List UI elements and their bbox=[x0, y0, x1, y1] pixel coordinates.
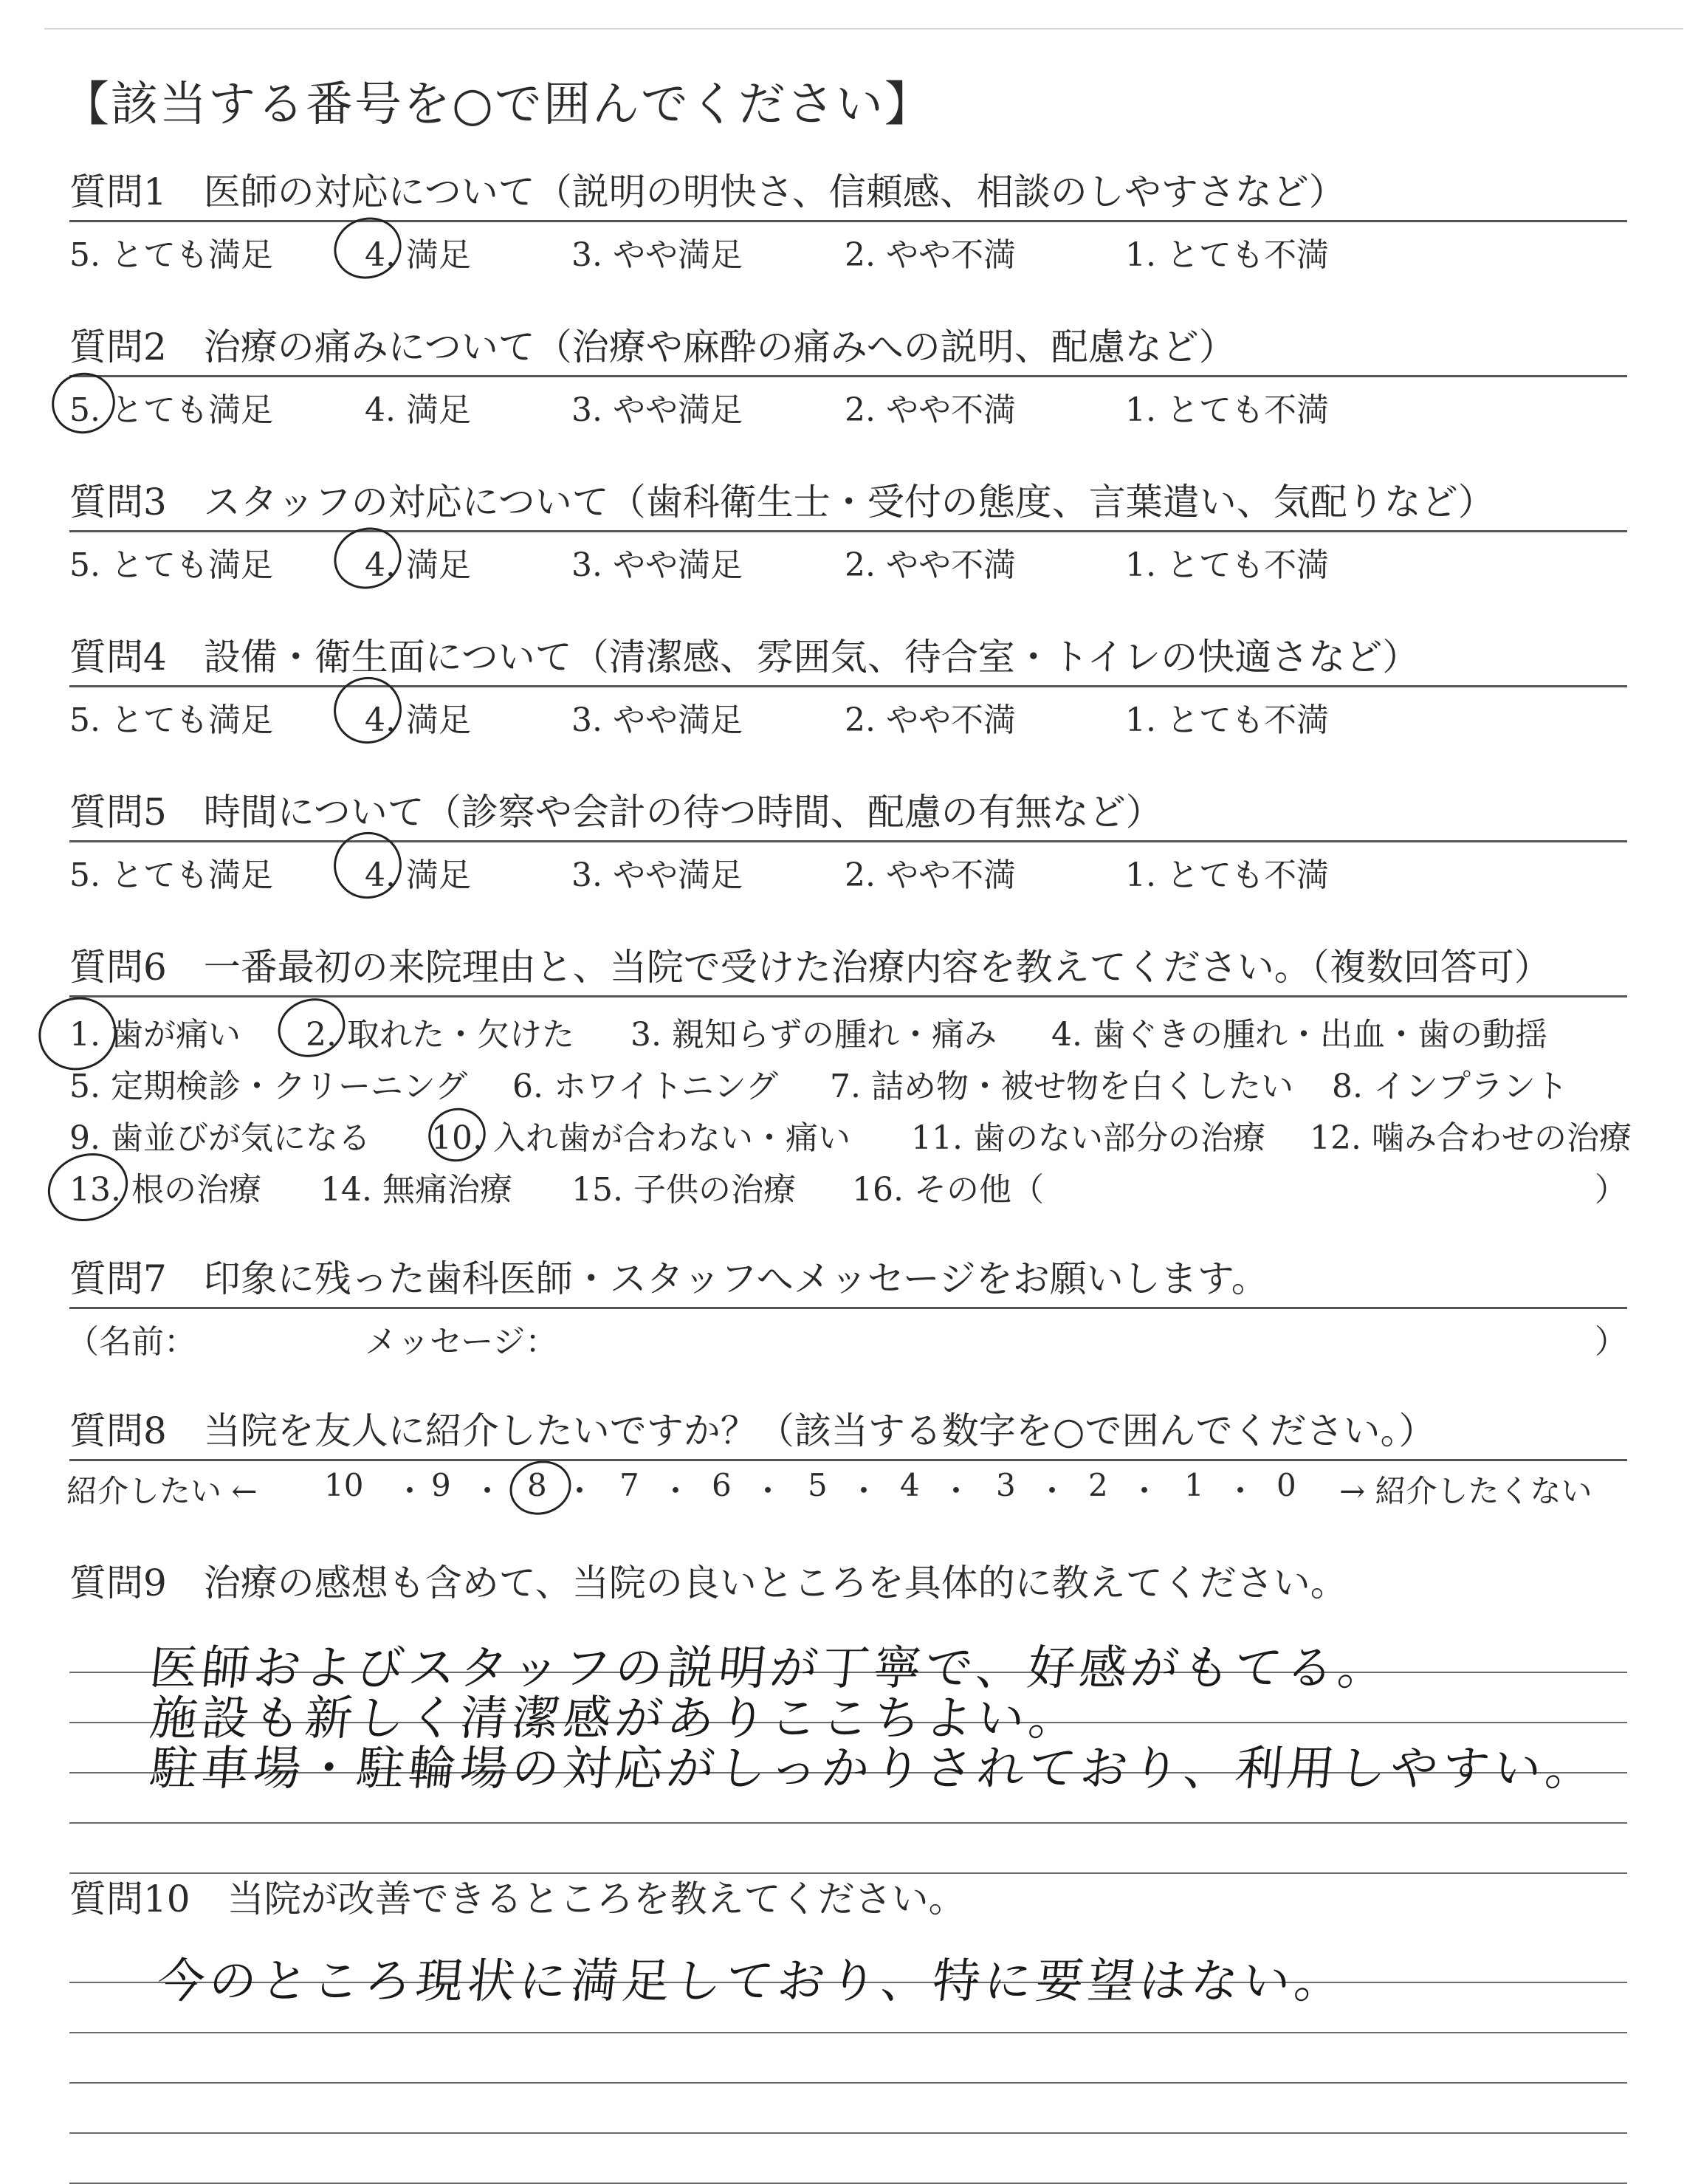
question-6 bbox=[69, 944, 1632, 1212]
question-title: 質問3 スタッフの対応について（歯科衛生士・受付の態度、言葉遣い、気配りなど） bbox=[69, 481, 1495, 523]
scale-value[interactable]: 6 bbox=[712, 1467, 732, 1503]
rating-option-1[interactable]: 1. とても不満 bbox=[1125, 391, 1329, 429]
rating-option-2[interactable]: 2. やや不満 bbox=[845, 856, 1016, 894]
question-title: 質問9 治療の感想も含めて、当院の良いところを具体的に教えてください。 bbox=[69, 1562, 1347, 1604]
scale-value[interactable]: 4 bbox=[900, 1467, 920, 1503]
treatment-option[interactable]: 15. 子供の治療 bbox=[571, 1171, 796, 1209]
rating-option-4[interactable]: 4. 満足 bbox=[365, 391, 471, 429]
left-label: 紹介したい ← bbox=[66, 1473, 258, 1509]
question-9 bbox=[69, 1559, 1627, 1796]
question-5 bbox=[69, 789, 1627, 894]
close-paren: ） bbox=[1595, 1323, 1627, 1361]
scale-separator: ・ bbox=[752, 1473, 784, 1509]
rating-option-5[interactable]: 5. とても満足 bbox=[69, 546, 273, 584]
rating-option-4[interactable]: 4. 満足 bbox=[365, 856, 471, 894]
treatment-option[interactable]: 7. 詰め物・被せ物を白くしたい bbox=[830, 1068, 1293, 1105]
scale-value[interactable]: 8 bbox=[527, 1467, 547, 1503]
treatment-option[interactable]: 14. 無痛治療 bbox=[320, 1171, 512, 1209]
message-row bbox=[66, 1309, 1627, 1361]
top-border bbox=[44, 28, 1683, 30]
rating-options bbox=[69, 687, 1627, 739]
question-10 bbox=[69, 1875, 1627, 2009]
rating-option-4[interactable]: 4. 満足 bbox=[365, 236, 471, 274]
scale-separator: ・ bbox=[941, 1473, 972, 1509]
question-1 bbox=[69, 168, 1627, 274]
rating-option-4[interactable]: 4. 満足 bbox=[365, 701, 471, 739]
rating-option-5[interactable]: 5. とても満足 bbox=[69, 856, 273, 894]
scale-separator: ・ bbox=[1037, 1473, 1068, 1509]
rating-option-1[interactable]: 1. とても不満 bbox=[1125, 546, 1329, 584]
question-title: 質問6 一番最初の来院理由と、当院で受けた治療内容を教えてください。（複数回答可） bbox=[69, 946, 1551, 989]
rating-options bbox=[69, 842, 1627, 894]
rating-option-1[interactable]: 1. とても不満 bbox=[1125, 856, 1329, 894]
name-label: （名前： bbox=[66, 1323, 196, 1361]
treatment-option[interactable]: 10. 入れ歯が合わない・痛い bbox=[431, 1119, 850, 1157]
treatment-option[interactable]: 4. 歯ぐきの腫れ・出血・歯の動揺 bbox=[1051, 1016, 1547, 1054]
rating-option-5[interactable]: 5. とても満足 bbox=[69, 701, 273, 739]
question-7 bbox=[66, 1255, 1627, 1361]
question-title: 質問7 印象に残った歯科医師・スタッフへメッセージをお願いします。 bbox=[69, 1257, 1268, 1300]
close-paren: ） bbox=[1595, 1171, 1627, 1209]
treatment-option[interactable]: 3. 親知らずの腫れ・痛み bbox=[630, 1016, 997, 1054]
treatment-option[interactable]: 1. 歯が痛い bbox=[69, 1016, 241, 1054]
answer-line bbox=[69, 2032, 1627, 2033]
question-title: 質問5 時間について（診察や会計の待つ時間、配慮の有無など） bbox=[69, 791, 1163, 834]
question-2 bbox=[69, 323, 1627, 429]
scale-value[interactable]: 9 bbox=[431, 1467, 451, 1503]
scale-separator: ・ bbox=[660, 1473, 692, 1509]
referral-scale bbox=[66, 1461, 1627, 1509]
scale-value[interactable]: 0 bbox=[1276, 1467, 1296, 1503]
scale-value[interactable]: 7 bbox=[619, 1467, 639, 1503]
rating-option-5[interactable]: 5. とても満足 bbox=[69, 236, 273, 274]
answer-line bbox=[69, 1822, 1627, 1824]
right-label: → 紹介したくない bbox=[1339, 1473, 1592, 1509]
treatment-option[interactable]: 11. 歯のない部分の治療 bbox=[911, 1119, 1265, 1157]
rating-option-4[interactable]: 4. 満足 bbox=[365, 546, 471, 584]
rating-option-3[interactable]: 3. やや満足 bbox=[571, 856, 743, 894]
treatment-option[interactable]: 13. 根の治療 bbox=[69, 1171, 261, 1209]
rating-option-5[interactable]: 5. とても満足 bbox=[69, 391, 273, 429]
question-4 bbox=[69, 633, 1627, 739]
treatment-option[interactable]: 6. ホワイトニング bbox=[512, 1068, 779, 1105]
question-8 bbox=[66, 1407, 1627, 1509]
scale-separator: ・ bbox=[848, 1473, 880, 1509]
question-title: 質問1 医師の対応について（説明の明快さ、信頼感、相談のしやすさなど） bbox=[69, 171, 1346, 213]
selection-circle bbox=[503, 1453, 578, 1522]
answer-line bbox=[69, 1872, 1627, 1874]
rating-options bbox=[69, 222, 1627, 274]
rating-option-1[interactable]: 1. とても不満 bbox=[1125, 701, 1329, 739]
rating-option-2[interactable]: 2. やや不満 bbox=[845, 701, 1016, 739]
scale-separator: ・ bbox=[394, 1473, 426, 1509]
treatment-option[interactable]: 12. 噛み合わせの治療 bbox=[1310, 1119, 1632, 1157]
rating-option-3[interactable]: 3. やや満足 bbox=[571, 236, 743, 274]
message-label: メッセージ： bbox=[365, 1323, 558, 1361]
handwritten-answer: 今のところ現状に満足しており、特に要望はない。 bbox=[154, 1954, 1350, 2009]
answer-line bbox=[69, 2132, 1627, 2134]
rating-options bbox=[69, 532, 1627, 584]
question-title: 質問2 治療の痛みについて（治療や麻酔の痛みへの説明、配慮など） bbox=[69, 326, 1236, 368]
answer-line bbox=[69, 2082, 1627, 2084]
rating-option-2[interactable]: 2. やや不満 bbox=[845, 236, 1016, 274]
question-title: 質問10 当院が改善できるところを教えてください。 bbox=[69, 1878, 966, 1920]
treatment-option[interactable]: 9. 歯並びが気になる bbox=[69, 1119, 371, 1157]
scale-separator: ・ bbox=[1129, 1473, 1161, 1509]
scale-value[interactable]: 5 bbox=[808, 1467, 828, 1503]
scale-value[interactable]: 1 bbox=[1184, 1467, 1204, 1503]
rating-option-3[interactable]: 3. やや満足 bbox=[571, 546, 743, 584]
rating-option-2[interactable]: 2. やや不満 bbox=[845, 391, 1016, 429]
handwritten-answer: 駐車場・駐輪場の対応がしっかりされており、利用しやすい。 bbox=[147, 1742, 1601, 1796]
question-title: 質問4 設備・衛生面について（清潔感、雰囲気、待合室・トイレの快適さなど） bbox=[69, 636, 1420, 679]
treatment-options bbox=[69, 997, 1632, 1212]
page-header: 【該当する番号を○で囲んでください】 bbox=[62, 78, 933, 132]
rating-options bbox=[69, 377, 1627, 429]
question-title: 質問8 当院を友人に紹介したいですか？（該当する数字を○で囲んでください。） bbox=[69, 1409, 1436, 1452]
treatment-option[interactable]: 16. その他（ bbox=[852, 1171, 1044, 1209]
rating-option-1[interactable]: 1. とても不満 bbox=[1125, 236, 1329, 274]
rating-option-3[interactable]: 3. やや満足 bbox=[571, 701, 743, 739]
rating-option-2[interactable]: 2. やや不満 bbox=[845, 546, 1016, 584]
rating-option-3[interactable]: 3. やや満足 bbox=[571, 391, 743, 429]
scale-separator: ・ bbox=[1225, 1473, 1257, 1509]
scale-separator: ・ bbox=[472, 1473, 504, 1509]
handwritten-answer: 医師およびスタッフの説明が丁寧で、好感がもてる。 bbox=[147, 1641, 1392, 1696]
scale-value[interactable]: 10 bbox=[324, 1467, 364, 1503]
treatment-option[interactable]: 5. 定期検診・クリーニング bbox=[69, 1068, 468, 1105]
treatment-option[interactable]: 2. 取れた・欠けた bbox=[306, 1016, 574, 1054]
handwritten-answer: 施設も新しく清潔感がありここちよい。 bbox=[147, 1692, 1084, 1746]
scale-separator: ・ bbox=[564, 1473, 596, 1509]
treatment-option[interactable]: 8. インプラント bbox=[1332, 1068, 1568, 1105]
question-3 bbox=[69, 478, 1627, 584]
scale-value[interactable]: 2 bbox=[1088, 1467, 1108, 1503]
scale-value[interactable]: 3 bbox=[996, 1467, 1016, 1503]
